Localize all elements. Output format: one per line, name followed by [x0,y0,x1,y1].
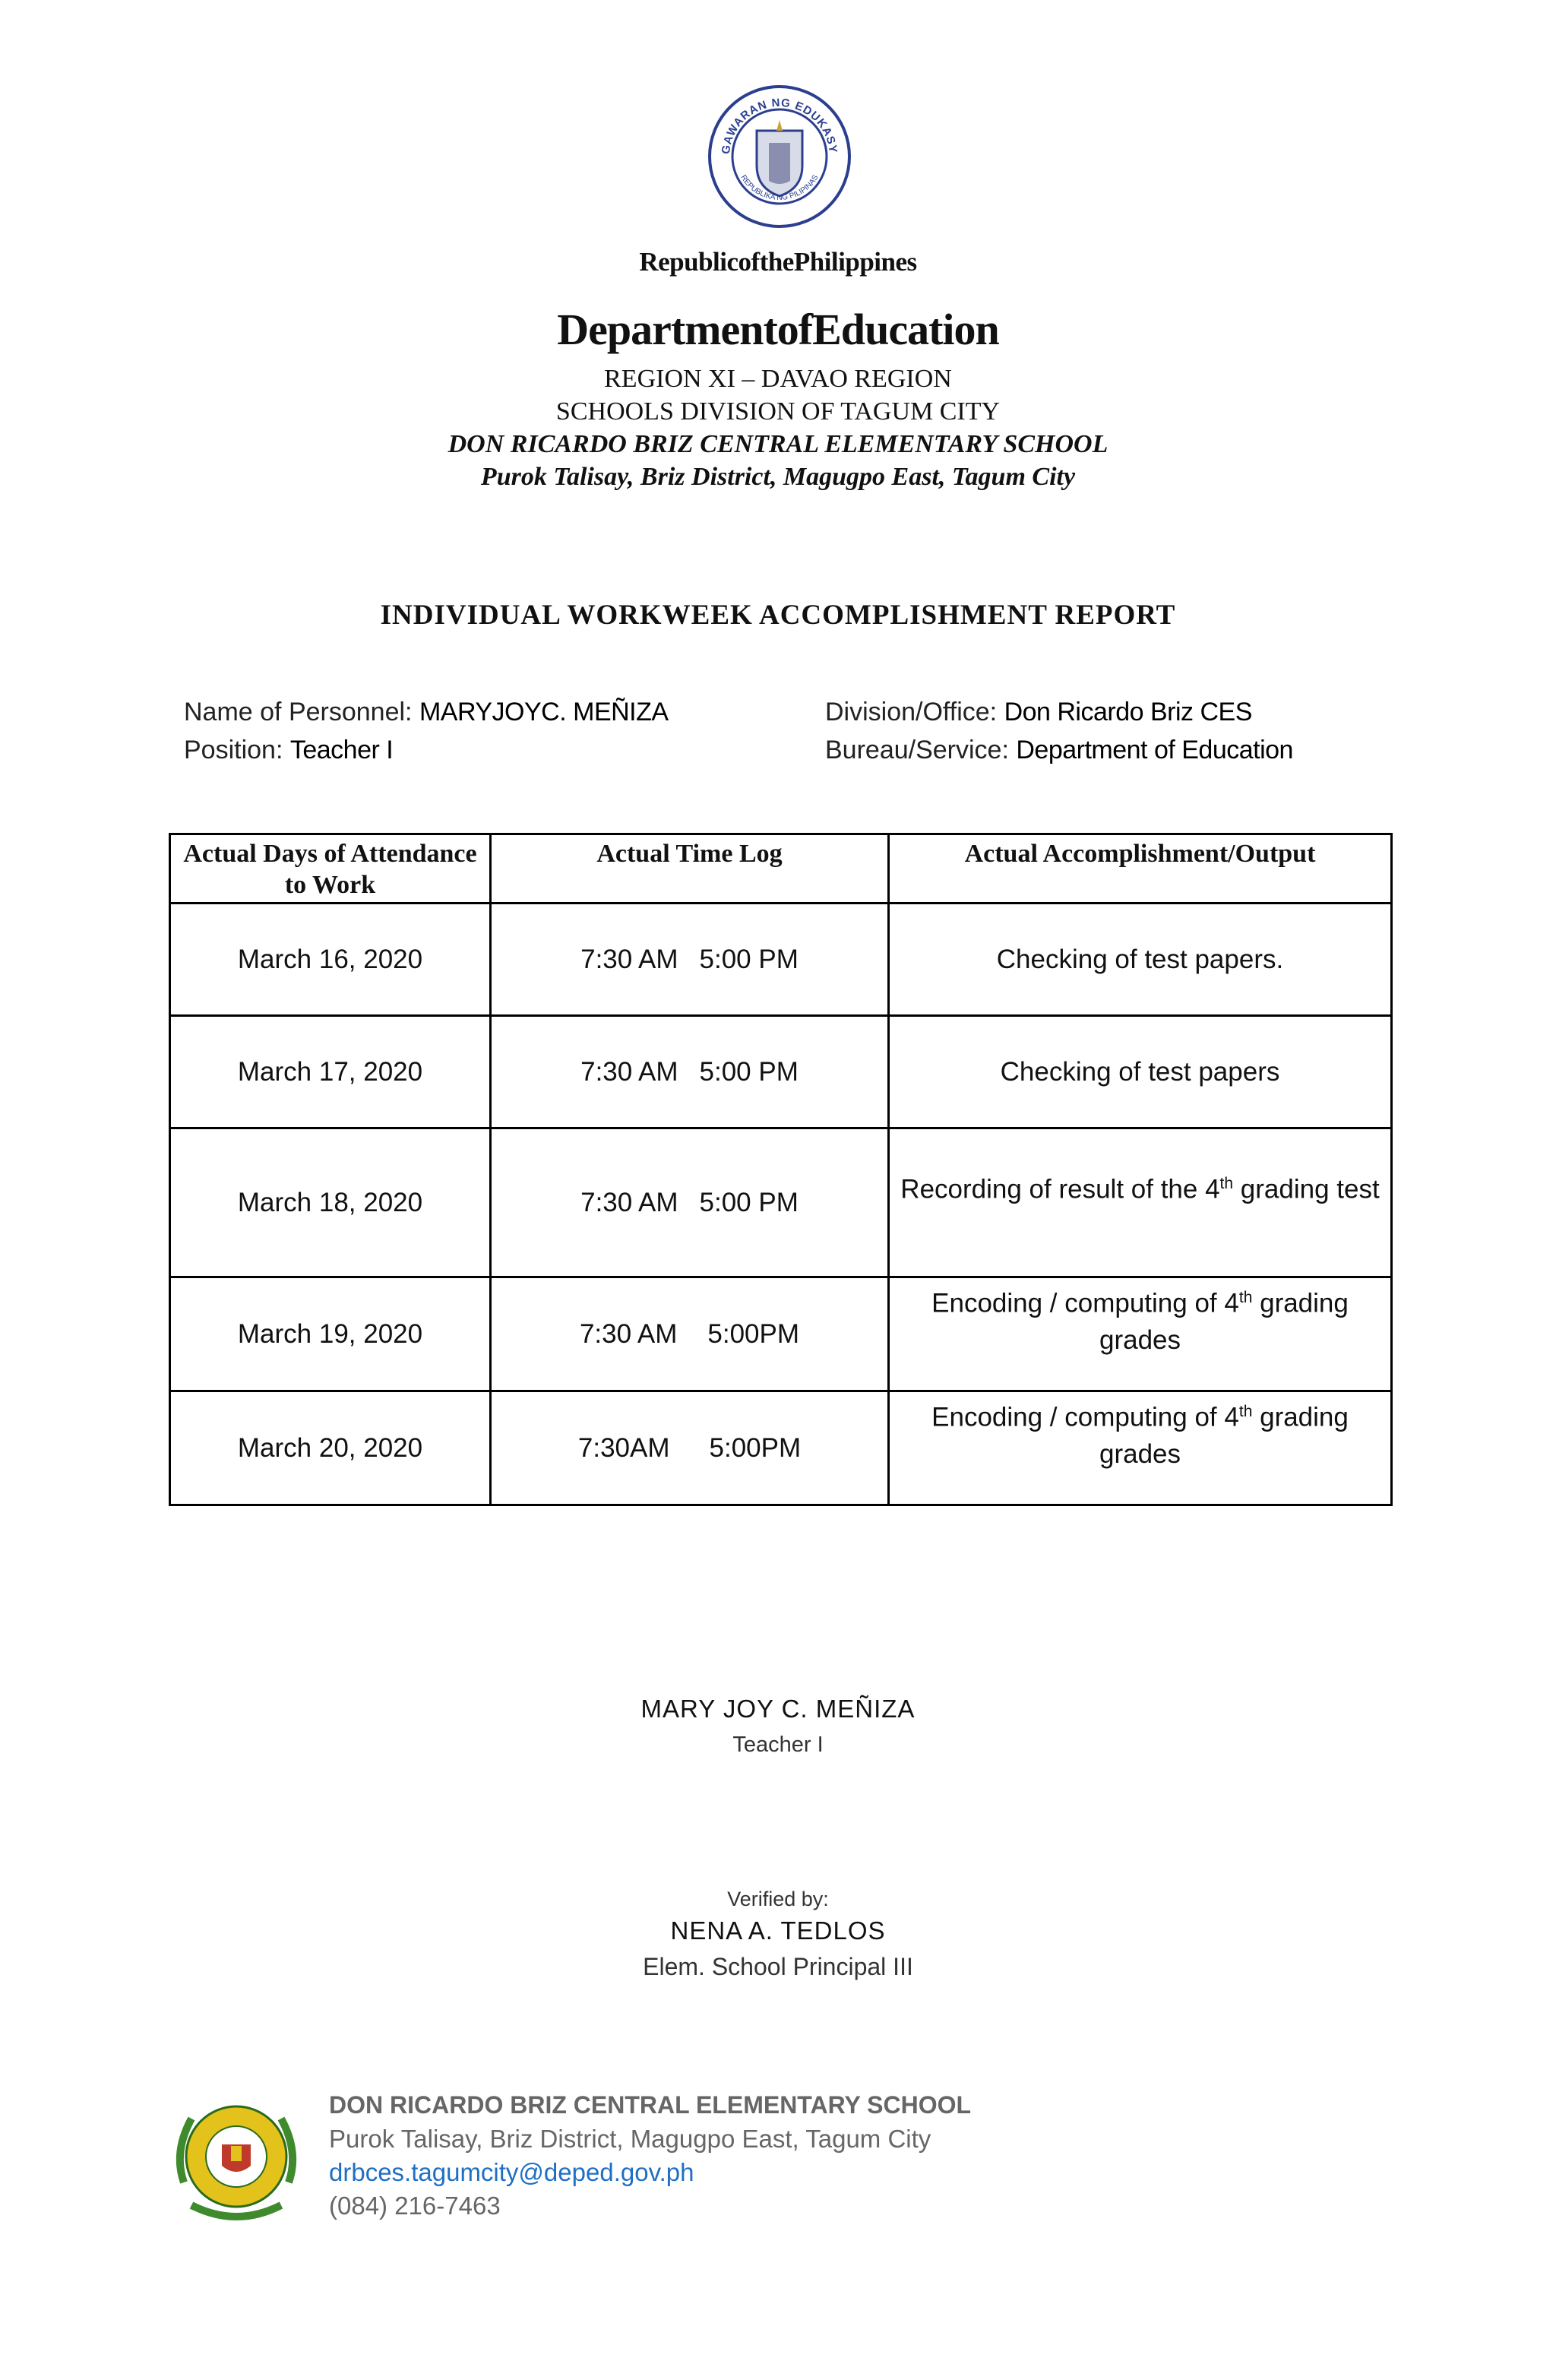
info-bureau-service [825,736,1293,765]
report-title: INDIVIDUAL WORKWEEK ACCOMPLISHMENT REPORT [380,600,1176,631]
time-out: 5:00 PM [699,1187,799,1217]
svg-text:REPUBLIKA NG PILIPINAS: REPUBLIKA NG PILIPINAS [738,173,821,202]
time-out: 5:00PM [709,1432,802,1463]
time-log-cell [491,1277,889,1391]
deped-seal-logo [707,84,852,229]
column-header-time-log: Actual Time Log [491,834,889,904]
date-cell: March 20, 2020 [170,1391,491,1505]
school-logo [169,2091,304,2227]
time-log-cell [491,1128,889,1277]
time-out: 5:00PM [707,1318,800,1349]
info-position [184,736,393,765]
republic-line: RepublicofthePhilippines [639,247,917,277]
info-value: Don Ricardo Briz CES [1004,698,1252,726]
time-log-cell [491,1391,889,1505]
footer-phone: (084) 216-7463 [329,2192,501,2220]
output-superscript: th [1219,1175,1234,1192]
accomplishment-table [169,833,1393,1506]
table-header-row [170,834,1392,904]
time-in: 7:30AM [577,1432,670,1463]
info-value: Department of Education [1016,736,1293,764]
time-log-cell [491,904,889,1016]
region-line: REGION XI – DAVAO REGION [604,365,952,393]
output-cell [889,1128,1392,1277]
time-out: 5:00 PM [699,1056,799,1087]
output-text: grading test [1233,1174,1380,1204]
info-label: Bureau/Service: [825,736,1017,764]
date-cell: March 16, 2020 [170,904,491,1016]
info-division-office [825,698,1252,727]
school-name: DON RICARDO BRIZ CENTRAL ELEMENTARY SCHOOL [448,430,1108,458]
output-text: grading grades [1099,1402,1349,1469]
output-cell: Checking of test papers. [889,904,1392,1016]
output-superscript: th [1238,1403,1253,1420]
table-row [170,1016,1392,1128]
date-cell: March 18, 2020 [170,1128,491,1277]
signatory-position: Teacher I [732,1733,824,1757]
footer-address: Purok Talisay, Briz District, Magugpo East, Tagum City [329,2125,931,2153]
output-text: grading grades [1099,1288,1349,1355]
school-address: Purok Talisay, Briz District, Magugpo East, Tagum City [480,463,1076,491]
department-name: DepartmentofEducation [557,305,999,354]
output-text: Encoding / computing of 4 [931,1402,1239,1432]
verifier-name: NENA A. TEDLOS [670,1916,886,1945]
output-text: Recording of result of the 4 [900,1174,1220,1204]
output-cell [889,1277,1392,1391]
info-label: Position: [184,736,290,764]
time-out: 5:00 PM [699,944,799,974]
svg-text:KAGAWARAN NG EDUKASYON: GAWARAN NG EDUKASY [719,96,840,155]
date-cell: March 19, 2020 [170,1277,491,1391]
time-in: 7:30 AM [580,1187,678,1217]
division-line: SCHOOLS DIVISION OF TAGUM CITY [555,397,1001,426]
column-header-days: Actual Days of Attendance to Work [170,834,491,904]
verified-by-label: Verified by: [727,1888,829,1910]
output-cell: Checking of test papers [889,1016,1392,1128]
table-row [170,1391,1392,1505]
column-header-accomplishment: Actual Accomplishment/Output [889,834,1392,904]
signatory-name: MARY JOY C. MEÑIZA [640,1695,916,1723]
output-superscript: th [1238,1289,1253,1306]
table-row [170,904,1392,1016]
time-in: 7:30 AM [580,944,678,974]
output-text: Encoding / computing of 4 [931,1288,1239,1318]
date-cell: March 17, 2020 [170,1016,491,1128]
footer-school-name: DON RICARDO BRIZ CENTRAL ELEMENTARY SCHOOL [329,2091,972,2119]
info-value: MARYJOYC. MEÑIZA [419,698,669,726]
time-in: 7:30 AM [579,1318,678,1349]
output-cell [889,1391,1392,1505]
table-row [170,1277,1392,1391]
info-value: Teacher I [289,736,394,764]
info-name-of-personnel [184,698,669,727]
info-label: Division/Office: [825,698,1004,726]
info-label: Name of Personnel: [184,698,419,726]
table-row [170,1128,1392,1277]
time-log-cell [491,1016,889,1128]
footer-email-link[interactable]: drbces.tagumcity@deped.gov.ph [329,2158,694,2186]
time-in: 7:30 AM [580,1056,678,1087]
verifier-position: Elem. School Principal III [643,1953,913,1980]
